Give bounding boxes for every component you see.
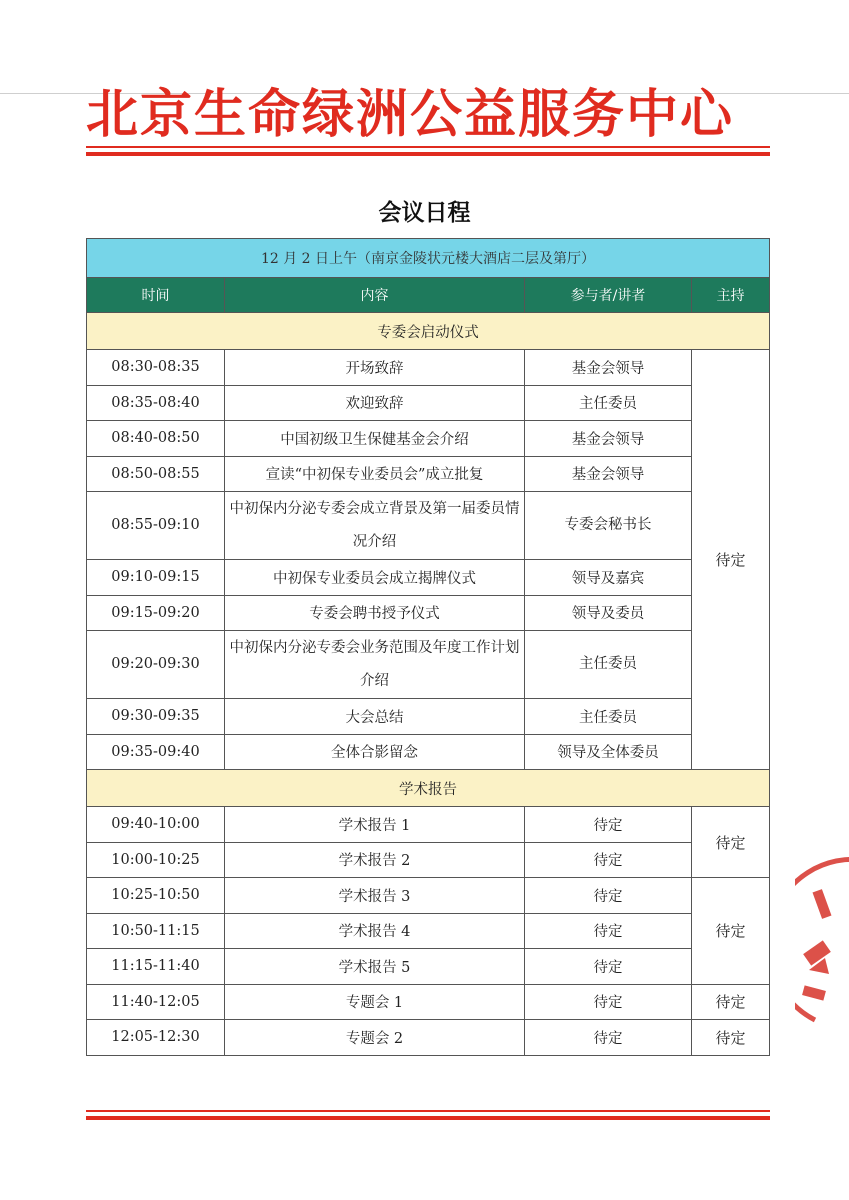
document-title: 会议日程 <box>378 199 471 226</box>
letterhead-org-name: 北京生命绿洲公益服务中心 <box>86 85 735 145</box>
column-header-content: 内容 <box>225 278 525 313</box>
section-row <box>87 313 770 350</box>
cell-time: 09:10-09:15 <box>87 560 225 596</box>
cell-speaker: 待定 <box>525 807 692 843</box>
table-row <box>87 984 770 1020</box>
table-row <box>87 699 770 735</box>
cell-time: 08:35-08:40 <box>87 385 225 421</box>
agenda-banner-row <box>87 239 770 278</box>
cell-content: 中初保内分泌专委会成立背景及第一届委员情况介绍 <box>225 492 525 560</box>
table-row <box>87 385 770 421</box>
agenda-banner: 12 月 2 日上午（南京金陵状元楼大酒店二层及第厅） <box>87 239 770 278</box>
cell-speaker: 待定 <box>525 984 692 1020</box>
cell-content: 学术报告 2 <box>225 842 525 878</box>
cell-speaker: 基金会领导 <box>525 456 692 492</box>
cell-time: 08:40-08:50 <box>87 421 225 457</box>
section-title-launch: 专委会启动仪式 <box>87 313 770 350</box>
cell-time: 09:20-09:30 <box>87 631 225 699</box>
letterhead-rule-thick <box>86 152 770 156</box>
table-row <box>87 492 770 560</box>
cell-time: 09:30-09:35 <box>87 699 225 735</box>
cell-host: 待定 <box>692 878 770 985</box>
cell-host: 待定 <box>692 350 770 770</box>
cell-content: 专题会 2 <box>225 1020 525 1056</box>
cell-speaker: 领导及委员 <box>525 595 692 631</box>
cell-time: 08:30-08:35 <box>87 350 225 386</box>
column-header-time: 时间 <box>87 278 225 313</box>
cell-speaker: 基金会领导 <box>525 421 692 457</box>
cell-speaker: 待定 <box>525 878 692 914</box>
cell-time: 10:50-11:15 <box>87 913 225 949</box>
agenda-header-row <box>87 278 770 313</box>
table-row <box>87 1020 770 1056</box>
cell-host: 待定 <box>692 1020 770 1056</box>
cell-time: 11:40-12:05 <box>87 984 225 1020</box>
cell-time: 10:00-10:25 <box>87 842 225 878</box>
cell-speaker: 待定 <box>525 842 692 878</box>
column-header-host: 主持 <box>692 278 770 313</box>
column-header-speaker: 参与者/讲者 <box>525 278 692 313</box>
cell-host: 待定 <box>692 984 770 1020</box>
cell-time: 08:55-09:10 <box>87 492 225 560</box>
cell-content: 中初保专业委员会成立揭牌仪式 <box>225 560 525 596</box>
cell-content: 学术报告 3 <box>225 878 525 914</box>
cell-content: 全体合影留念 <box>225 734 525 770</box>
table-row <box>87 421 770 457</box>
cell-time: 09:40-10:00 <box>87 807 225 843</box>
cell-content: 大会总结 <box>225 699 525 735</box>
table-row <box>87 595 770 631</box>
cell-speaker: 主任委员 <box>525 699 692 735</box>
section-title-academic: 学术报告 <box>87 770 770 807</box>
cell-time: 09:15-09:20 <box>87 595 225 631</box>
cell-content: 专委会聘书授予仪式 <box>225 595 525 631</box>
table-row <box>87 631 770 699</box>
table-row <box>87 913 770 949</box>
table-row <box>87 734 770 770</box>
cell-content: 宣读“中初保专业委员会”成立批复 <box>225 456 525 492</box>
table-row <box>87 949 770 985</box>
cell-content: 专题会 1 <box>225 984 525 1020</box>
cell-time: 09:35-09:40 <box>87 734 225 770</box>
cell-time: 11:15-11:40 <box>87 949 225 985</box>
cell-time: 08:50-08:55 <box>87 456 225 492</box>
cell-speaker: 专委会秘书长 <box>525 492 692 560</box>
section-row <box>87 770 770 807</box>
cell-speaker: 待定 <box>525 1020 692 1056</box>
cell-host: 待定 <box>692 807 770 878</box>
cell-content: 学术报告 5 <box>225 949 525 985</box>
cell-speaker: 领导及全体委员 <box>525 734 692 770</box>
letterhead-rule-thin <box>86 146 770 148</box>
table-row <box>87 560 770 596</box>
cell-content: 中国初级卫生保健基金会介绍 <box>225 421 525 457</box>
cell-speaker: 待定 <box>525 913 692 949</box>
agenda-table <box>86 238 770 1056</box>
footer-rule-thin <box>86 1110 770 1112</box>
cell-content: 开场致辞 <box>225 350 525 386</box>
cell-speaker: 主任委员 <box>525 385 692 421</box>
official-seal-icon <box>795 850 849 1030</box>
table-row <box>87 878 770 914</box>
cell-content: 中初保内分泌专委会业务范围及年度工作计划介绍 <box>225 631 525 699</box>
cell-content: 学术报告 4 <box>225 913 525 949</box>
table-row <box>87 456 770 492</box>
cell-time: 12:05-12:30 <box>87 1020 225 1056</box>
cell-speaker: 待定 <box>525 949 692 985</box>
cell-speaker: 基金会领导 <box>525 350 692 386</box>
table-row <box>87 807 770 843</box>
cell-time: 10:25-10:50 <box>87 878 225 914</box>
cell-content: 学术报告 1 <box>225 807 525 843</box>
table-row <box>87 842 770 878</box>
footer-rule-thick <box>86 1116 770 1120</box>
cell-speaker: 主任委员 <box>525 631 692 699</box>
cell-content: 欢迎致辞 <box>225 385 525 421</box>
table-row <box>87 350 770 386</box>
cell-speaker: 领导及嘉宾 <box>525 560 692 596</box>
